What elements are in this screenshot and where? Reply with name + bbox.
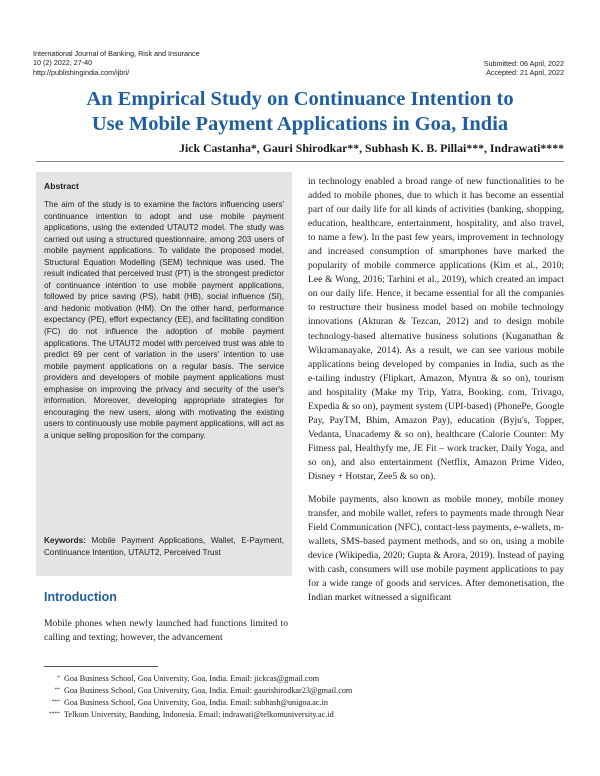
abstract-text: The aim of the study is to examine the factors influencing users' continuance intention to adopt and use mobile payment applications, using the extended UTAUT2 model. The study was carried out using a structured questionnaire, among 203 users of mobile payment applications. To validate the proposed model, Structural Equation Modelling (SEM) technique was used. The result indicated that perceived trust (PT) is the strongest predictor of continuance intention to use mobile payment applications, followed by price saving (PS), habit (HB), social influence (SI), and hedonic motivation (HM). On the other hand, performance expectancy (PE), effort expectancy (EE), and facilitating condition (FC) do not influence the adoption of mobile payment applications. The UTAUT2 model with perceived trust was able to predict 69 per cent of variation in the users' intention to use mobile payment applications on a regular basis. The service providers and developers of mobile payment applications must emphasise on improving the privacy and security of the user's information. Moreover, developing appropriate strategies for encouraging the new users, along with motivating the existing users to continuously use mobile payment applications, will act as a unique selling proposition for the company. [44,200,284,440]
article-dates [484,59,564,78]
introduction-heading: Introduction [44,590,117,604]
footnote [44,709,564,721]
journal-header [33,49,200,77]
footnote [44,697,564,709]
submitted-date: Submitted: 06 April, 2022 [483,59,564,68]
footnote-text: Goa Business School, Goa University, Goa, India. Email: subhash@unigoa.ac.in [64,698,328,707]
journal-url[interactable]: http://publishingindia.com/ijbri/ [33,67,130,77]
footnotes [44,673,564,721]
journal-volume: 10 (2) 2022, 27-40 [33,58,93,68]
footnote-text: Goa Business School, Goa University, Goa, India. Email: gaurishirodkar23@gmail.com [64,686,353,695]
title-line-1: An Empirical Study on Continuance Intention to [86,88,514,110]
footnote [44,673,564,685]
keywords [44,535,284,558]
footnote [44,685,564,697]
paragraph-1: in technology enabled a broad range of new functionalities to be added to mobile phones, due to which it has become an essential part of our daily life for all kinds of activities (banking, shopping, education, healthcare, entertainment, hospitality, and also travel, to name a few). In the past few years, improvement in technology and increased consumption of smartphones have marked the popularity of mobile commerce applications (Kim et al., 2010; Lee & Wong, 2016; Tarhini et al., 2019), which created an impact on our daily life. Hence, it became essential for all the companies to restructure their business model based on mobile technology innovations (Akturan & Tezcan, 2012) and to design mobile technology-based alternative business solutions (Kuganathan & Wikramanayake, 2014). As a result, we can see various mobile applications being developed by companies in India, such as the e-tailing industry (Flipkart, Amazon, Myntra & so on), tourism and hospitality (Make my Trip, Yatra, Booking. com, Trivago, Expedia & so on), payment system (UPI-based) (PhonePe, Google Pay, PayTM, Bhim, Amazon Pay), education (Byju's, Topper, Vedanta, Unacademy & so on), healthcare (Calorie Counter: My Fitness pal, Healthyfy me, JE Fit – work tracker, Daily Yoga, and so on), and also entertainment (Netflix, Amazon Prime Video, Disney + Hotstar, Zee5 & so on). [308,176,564,482]
footnote-text: Goa Business School, Goa University, Goa, India. Email: jickcas@gmail.com [64,674,320,683]
journal-name: International Journal of Banking, Risk and Insurance [33,49,200,58]
footnote-mark: **** [49,711,60,717]
accepted-date: Accepted: 21 April, 2022 [486,68,564,78]
introduction-text: Mobile phones when newly launched had functions limited to calling and texting; however, the advancement [44,618,288,644]
right-column [308,175,564,605]
title-line-2: Use Mobile Payment Applications in Goa, India [91,113,509,135]
keywords-list: Mobile Payment Applications, Wallet, E-Payment, Continuance Intention, UTAUT2, Perceived Trust [44,536,284,557]
footnote-divider [44,666,158,667]
footnote-mark: * [57,675,60,681]
paragraph-2: Mobile payments, also known as mobile money, mobile money transfer, and mobile wallet, refers to payments made through Near Field Communication (NFC), contact-less payments, e-wallets, m-wallets, SMS-based payment methods, and so on, using a mobile device (Wikipedia, 2020; Gupta & Arora, 2019). Instead of paying with cash, consumers will use mobile payment applications to pay for a wide range of goods and services. After demonetisation, the Indian market witnessed a significant [308,494,564,604]
footnote-mark: *** [51,699,60,705]
paper-title [20,87,580,137]
abstract-heading: Abstract [44,181,79,191]
keywords-label: Keywords: [44,536,86,545]
header-divider [36,161,564,162]
footnote-text: Telkom University, Bandung, Indonesia. Email: indrawati@telkomuniversity.ac.id [64,710,334,719]
author-list: Jick Castanha*, Gauri Shirodkar**, Subhash K. B. Pillai***, Indrawati**** [179,141,564,155]
footnote-mark: ** [54,687,60,693]
